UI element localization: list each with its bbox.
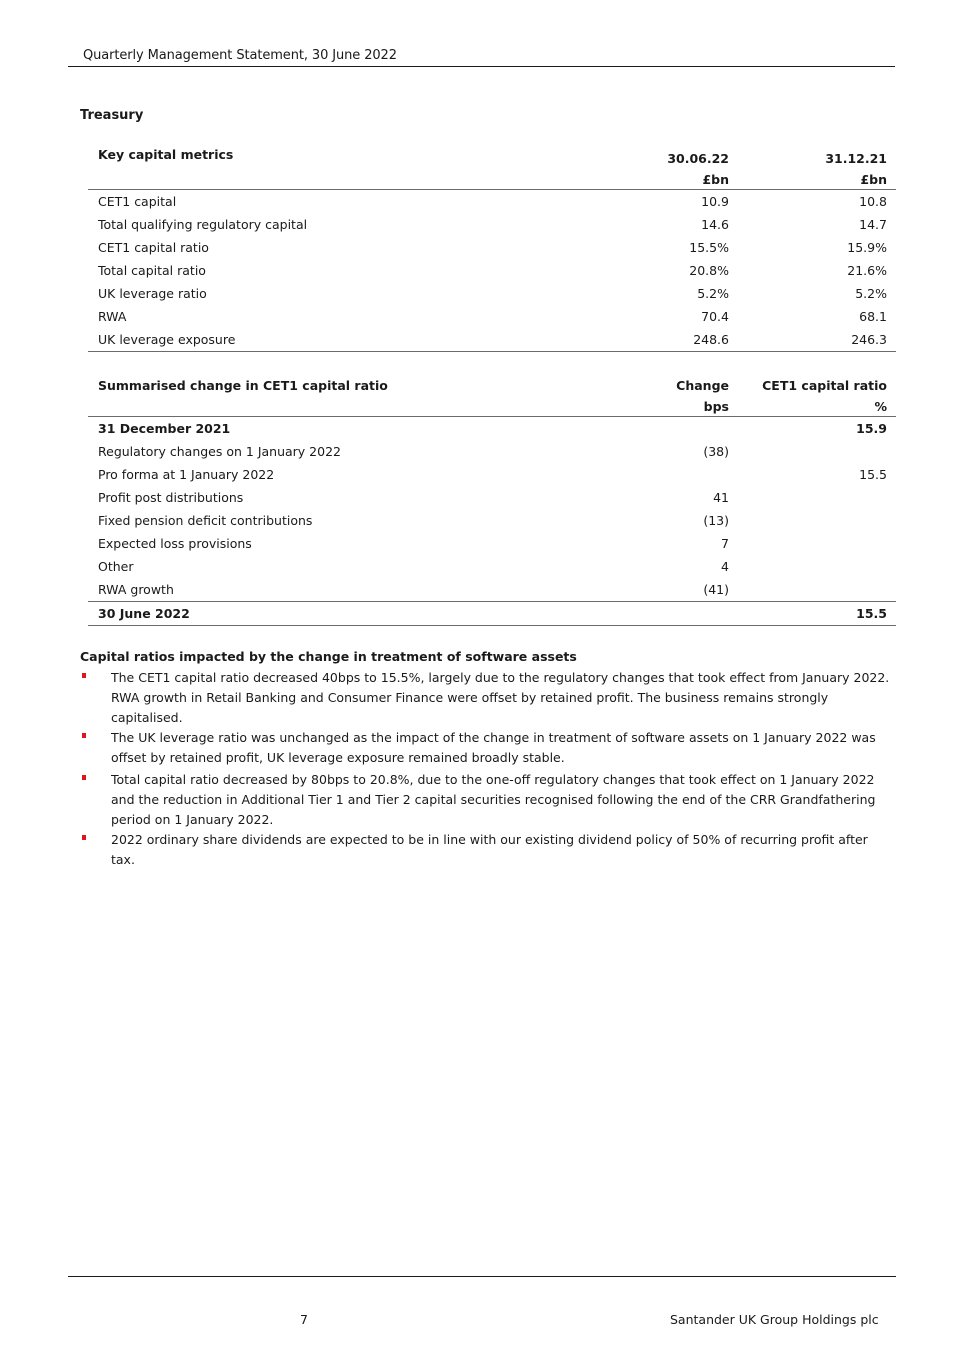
cell-value: 70.4: [701, 309, 729, 324]
cell-value: (41): [589, 578, 737, 602]
cell-value: [737, 509, 896, 532]
row-label: Total capital ratio: [98, 263, 206, 278]
row-label: CET1 capital ratio: [98, 240, 209, 255]
table-row: [88, 440, 896, 463]
cell-value: 15.5: [859, 467, 887, 482]
footer-rule: [68, 1276, 896, 1277]
cell-value: 5.2%: [855, 286, 887, 301]
table-header-row: [88, 374, 896, 396]
red-square-bullet-icon: [82, 835, 86, 840]
key-capital-metrics-table: [88, 147, 896, 352]
section-title: Treasury: [80, 108, 144, 123]
red-square-bullet-icon: [82, 733, 86, 738]
column-header: 31.12.21: [825, 150, 887, 166]
cet1-change-table: [88, 374, 896, 626]
cell-value: 5.2%: [697, 286, 729, 301]
cell-value: [589, 417, 737, 441]
cell-value: [737, 532, 896, 555]
table-row: [88, 417, 896, 441]
cell-value: 15.9: [856, 421, 887, 436]
table-row: [88, 463, 896, 486]
row-label: Profit post distributions: [98, 490, 244, 505]
table-row: [88, 328, 896, 352]
company-name: Santander UK Group Holdings plc: [670, 1312, 879, 1327]
table-header-row: [88, 147, 896, 169]
cell-value: 21.6%: [847, 263, 887, 278]
cell-value: 15.5: [737, 602, 896, 626]
unit-label: £bn: [737, 169, 896, 190]
cell-value: 15.5%: [689, 240, 729, 255]
cell-value: [589, 602, 737, 626]
cell-value: 7: [721, 536, 729, 551]
cell-value: [737, 578, 896, 602]
commentary-list: [80, 668, 895, 870]
cell-value: 14.7: [859, 217, 887, 232]
cell-value: 41: [713, 490, 729, 505]
cell-value: 10.8: [859, 194, 887, 209]
table-row: [88, 305, 896, 328]
row-label: UK leverage exposure: [88, 328, 589, 352]
table-unit-row: [88, 169, 896, 190]
table-row: [88, 555, 896, 578]
cell-value: 20.8%: [689, 263, 729, 278]
row-label: Fixed pension deficit contributions: [98, 513, 313, 528]
table-total-row: [88, 602, 896, 626]
row-label: UK leverage ratio: [98, 286, 207, 301]
table-title: Key capital metrics: [98, 147, 234, 162]
red-square-bullet-icon: [82, 775, 86, 780]
row-label: Total qualifying regulatory capital: [98, 217, 308, 232]
table-row: [88, 532, 896, 555]
unit-label: bps: [589, 396, 737, 417]
table-row: [88, 259, 896, 282]
bullet-text: The UK leverage ratio was unchanged as the impact of the change in treatment of software assets on 1 January 2022 was offset by retained profit, UK leverage exposure remained broadly stable.: [111, 730, 876, 765]
list-item: [80, 830, 895, 870]
table-title: Summarised change in CET1 capital ratio: [98, 377, 388, 393]
row-label: Pro forma at 1 January 2022: [98, 467, 275, 482]
row-label: Regulatory changes on 1 January 2022: [98, 444, 341, 459]
cell-value: 68.1: [859, 309, 887, 324]
red-square-bullet-icon: [82, 673, 86, 678]
cell-value: [737, 486, 896, 509]
table-row: [88, 578, 896, 602]
row-label: Other: [98, 559, 134, 574]
row-label: RWA growth: [88, 578, 589, 602]
row-label: CET1 capital: [98, 194, 177, 209]
unit-label: %: [737, 396, 896, 417]
row-label: 31 December 2021: [98, 421, 231, 436]
cell-value: [589, 463, 737, 486]
cell-value: (38): [703, 444, 729, 459]
cell-value: 248.6: [589, 328, 737, 352]
table-row: [88, 213, 896, 236]
page-number: 7: [300, 1312, 308, 1327]
table-row: [88, 509, 896, 532]
table-row: [88, 486, 896, 509]
column-header: CET1 capital ratio: [762, 377, 887, 393]
cell-value: 4: [721, 559, 729, 574]
table-row: [88, 190, 896, 214]
cell-value: [737, 555, 896, 578]
document-title: Quarterly Management Statement, 30 June 2022: [83, 48, 397, 63]
page-header: [68, 48, 895, 67]
cell-value: [737, 440, 896, 463]
cell-value: 15.9%: [847, 240, 887, 255]
row-label: Expected loss provisions: [98, 536, 252, 551]
list-item: [80, 668, 895, 728]
list-item: [80, 728, 895, 768]
unit-label: £bn: [589, 169, 737, 190]
list-item: [80, 770, 895, 830]
row-label: 30 June 2022: [88, 602, 589, 626]
cell-value: 14.6: [701, 217, 729, 232]
commentary-section: [80, 649, 895, 870]
table-row: [88, 236, 896, 259]
column-header: 30.06.22: [667, 150, 729, 166]
bullet-text: The CET1 capital ratio decreased 40bps to 15.5%, largely due to the regulatory changes that took effect from January 2022. RWA growth in Retail Banking and Consumer Finance were offset by retained profit. The business remains strongly capitalised.: [111, 670, 890, 725]
table-unit-row: [88, 396, 896, 417]
cell-value: (13): [703, 513, 729, 528]
cell-value: 10.9: [701, 194, 729, 209]
commentary-title: Capital ratios impacted by the change in treatment of software assets: [80, 649, 577, 664]
row-label: RWA: [98, 309, 127, 324]
table-row: [88, 282, 896, 305]
bullet-text: Total capital ratio decreased by 80bps to 20.8%, due to the one-off regulatory changes that took effect on 1 January 2022 and the reduction in Additional Tier 1 and Tier 2 capital securities recognised following the end of the CRR Grandfathering period on 1 January 2022.: [111, 772, 876, 827]
bullet-text: 2022 ordinary share dividends are expected to be in line with our existing dividend policy of 50% of recurring profit after tax.: [111, 832, 868, 867]
column-header: Change: [676, 377, 729, 393]
cell-value: 246.3: [737, 328, 896, 352]
